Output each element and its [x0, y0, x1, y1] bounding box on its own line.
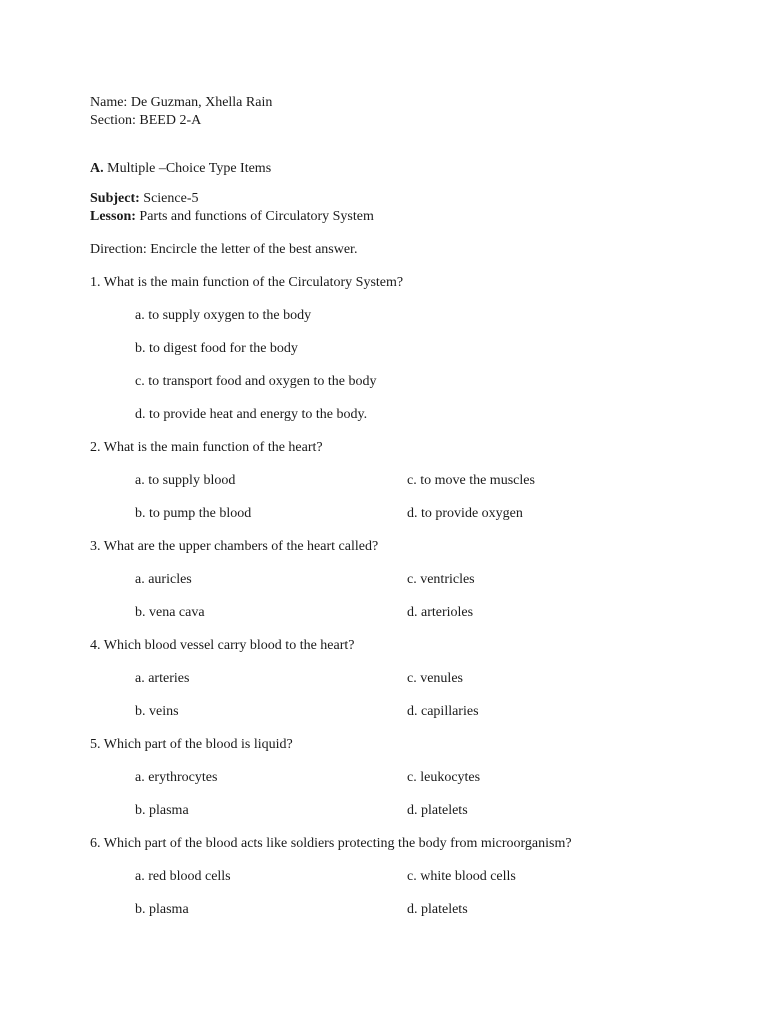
- question-6-options-row-2: [90, 901, 730, 919]
- question-1: 1. What is the main function of the Circulatory System?: [90, 275, 404, 290]
- part-letter: A.: [90, 161, 104, 176]
- question-3-option-b: b. vena cava: [135, 605, 205, 620]
- question-2-option-b: b. to pump the blood: [135, 506, 252, 521]
- worksheet-page: [90, 94, 730, 919]
- question-3-option-d: d. arterioles: [407, 605, 474, 620]
- question-4: 4. Which blood vessel carry blood to the heart?: [90, 638, 355, 653]
- subject-line: [90, 190, 730, 208]
- question-5-options-row-1: [90, 769, 730, 787]
- student-name-line: [90, 94, 730, 112]
- question-1-option-c: c. to transport food and oxygen to the body: [135, 374, 377, 389]
- question-5-option-c: c. leukocytes: [407, 770, 481, 785]
- question-2-options-row-1: [90, 472, 730, 490]
- question-2-option-d: d. to provide oxygen: [407, 506, 523, 521]
- question-5-option-d: d. platelets: [407, 803, 468, 818]
- question-4-option-d: d. capillaries: [407, 704, 479, 719]
- name-value: De Guzman, Xhella Rain: [130, 95, 273, 110]
- question-2-option-c: c. to move the muscles: [407, 473, 535, 488]
- question-3-options-row-1: [90, 571, 730, 589]
- direction-text: Direction: Encircle the letter of the best answer.: [90, 242, 358, 257]
- question-1-option-a: a. to supply oxygen to the body: [135, 308, 312, 323]
- question-5: 5. Which part of the blood is liquid?: [90, 737, 293, 752]
- question-4-options-row-1: [90, 670, 730, 688]
- question-4-options-row-2: [90, 703, 730, 721]
- question-2-options-row-2: [90, 505, 730, 523]
- question-6-option-c: c. white blood cells: [407, 869, 516, 884]
- section-value: BEED 2-A: [139, 113, 202, 128]
- question-1-option-b: b. to digest food for the body: [135, 341, 298, 356]
- name-label: Name:: [90, 95, 128, 110]
- question-4-option-b: b. veins: [135, 704, 179, 719]
- section-line: [90, 112, 730, 130]
- question-4-option-a: a. arteries: [135, 671, 190, 686]
- question-3-options-row-2: [90, 604, 730, 622]
- question-5-options-row-2: [90, 802, 730, 820]
- lesson-value: Parts and functions of Circulatory System: [139, 209, 374, 224]
- part-title: Multiple –Choice Type Items: [107, 161, 272, 176]
- question-3: 3. What are the upper chambers of the heart called?: [90, 539, 379, 554]
- question-1-option-d: d. to provide heat and energy to the body.: [135, 407, 368, 422]
- question-6-option-d: d. platelets: [407, 902, 468, 917]
- question-2-option-a: a. to supply blood: [135, 473, 236, 488]
- lesson-line: [90, 208, 730, 226]
- question-3-option-a: a. auricles: [135, 572, 192, 587]
- question-3-option-c: c. ventricles: [407, 572, 475, 587]
- question-6-option-a: a. red blood cells: [135, 869, 231, 884]
- subject-label: Subject:: [90, 191, 140, 206]
- subject-value: Science-5: [143, 191, 199, 206]
- lesson-label: Lesson:: [90, 209, 136, 224]
- question-4-option-c: c. venules: [407, 671, 463, 686]
- question-6: 6. Which part of the blood acts like soldiers protecting the body from microorganism?: [90, 836, 572, 851]
- section-label: Section:: [90, 113, 136, 128]
- question-5-option-a: a. erythrocytes: [135, 770, 218, 785]
- question-2: 2. What is the main function of the heart?: [90, 440, 323, 455]
- part-heading: [90, 160, 730, 178]
- question-6-options-row-1: [90, 868, 730, 886]
- question-6-option-b: b. plasma: [135, 902, 189, 917]
- question-5-option-b: b. plasma: [135, 803, 189, 818]
